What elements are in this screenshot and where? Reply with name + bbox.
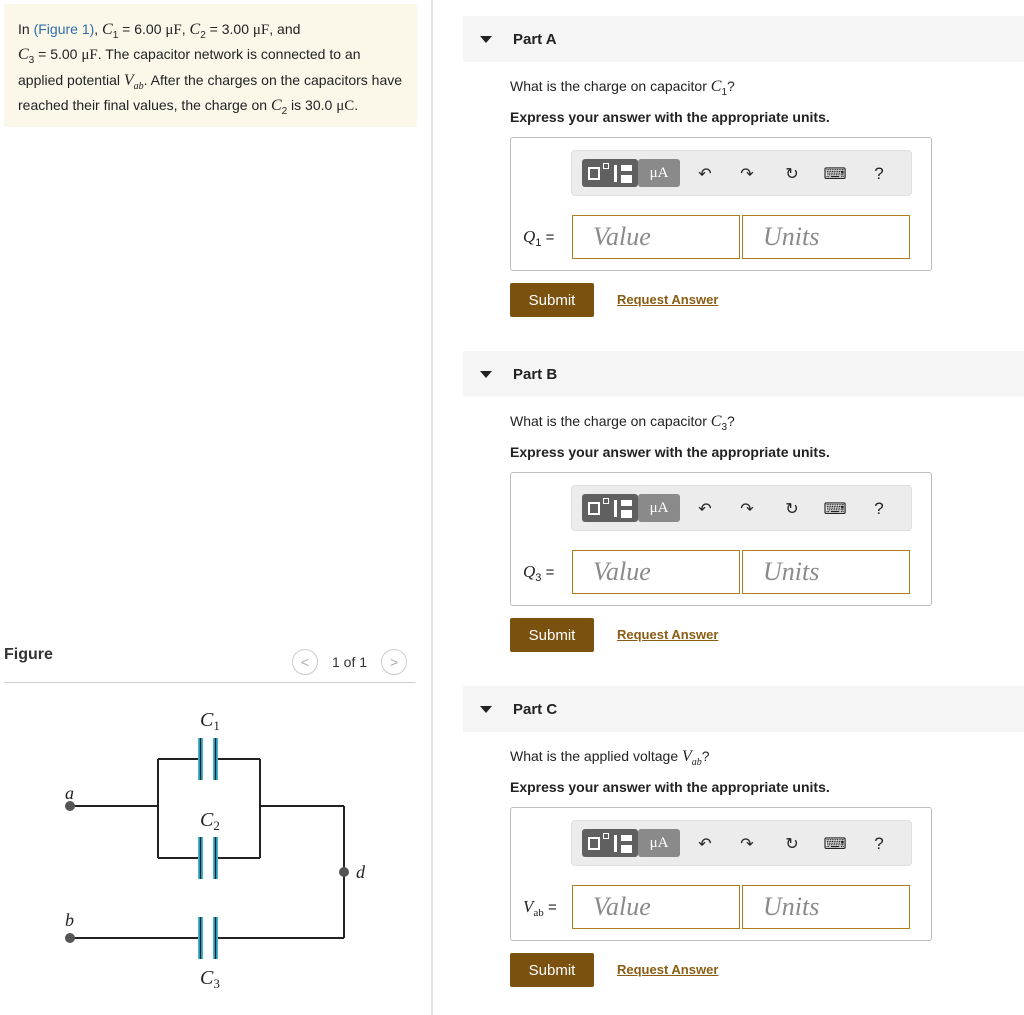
q-unit: μC bbox=[336, 97, 355, 114]
question-mark: ? bbox=[701, 748, 710, 764]
question-text: What is the applied voltage bbox=[510, 748, 682, 764]
templates-button[interactable] bbox=[582, 829, 638, 857]
question-text: What is the charge on capacitor bbox=[510, 78, 711, 94]
q-value: is 30.0 bbox=[287, 96, 337, 113]
terminal-d bbox=[339, 867, 349, 877]
vab-symbol: V bbox=[123, 71, 134, 89]
c3-symbol: C bbox=[18, 46, 29, 64]
figure-pagination bbox=[292, 648, 407, 676]
capacitor-c2 bbox=[198, 837, 218, 879]
question-subscript: 1 bbox=[721, 86, 728, 98]
question-symbol: C bbox=[710, 78, 722, 95]
caret-down-icon bbox=[480, 706, 492, 713]
redo-icon[interactable]: ↷ bbox=[740, 166, 754, 183]
answer-symbol: Q bbox=[523, 227, 536, 246]
figure-header: Figure bbox=[4, 646, 53, 663]
help-icon[interactable]: ? bbox=[874, 834, 884, 853]
answer-equals: = bbox=[541, 229, 555, 246]
capacitor-circuit-diagram bbox=[40, 698, 400, 998]
previous-figure-button[interactable] bbox=[292, 649, 318, 675]
end-period: . bbox=[354, 96, 359, 113]
label-c3: $C_3$ bbox=[200, 967, 220, 991]
label-b: b bbox=[65, 910, 74, 930]
answer-subscript: 3 bbox=[535, 572, 542, 584]
equation-toolbar bbox=[571, 820, 912, 866]
reset-icon[interactable]: ↻ bbox=[785, 836, 799, 853]
label-d: d bbox=[356, 862, 365, 882]
help-icon[interactable]: ? bbox=[874, 164, 884, 183]
c3-subscript: 3 bbox=[28, 55, 35, 67]
part-b-answer-box bbox=[510, 472, 932, 606]
vab-subscript: ab bbox=[133, 80, 144, 92]
sentence-2: . The capacitor network is connected to an applied potential bbox=[18, 46, 361, 88]
answer-symbol: Q bbox=[523, 562, 536, 581]
chevron-left-icon: < bbox=[300, 654, 310, 670]
question-subscript: 3 bbox=[721, 421, 728, 433]
problem-intro: In bbox=[18, 21, 34, 37]
part-c-answer-box bbox=[510, 807, 932, 941]
part-a-title: Part A bbox=[513, 30, 557, 48]
units-input[interactable] bbox=[742, 885, 910, 929]
figure-page-indicator: 1 of 1 bbox=[332, 654, 368, 670]
part-b-title: Part B bbox=[513, 365, 558, 383]
c2-value: = 3.00 bbox=[205, 21, 253, 37]
q-symbol: C bbox=[270, 96, 282, 114]
reset-icon[interactable]: ↻ bbox=[785, 166, 799, 183]
templates-button[interactable] bbox=[582, 494, 638, 522]
answer-subscript: ab bbox=[533, 907, 544, 919]
part-b-instruction: Express your answer with the appropriate units. bbox=[510, 444, 830, 460]
c1-symbol: C bbox=[102, 21, 113, 38]
units-input[interactable] bbox=[742, 215, 910, 259]
part-b-request-answer-link[interactable]: Request Answer bbox=[617, 627, 719, 642]
part-a-submit-button[interactable]: Submit bbox=[510, 283, 594, 317]
part-c-header[interactable] bbox=[463, 686, 1024, 732]
c2-symbol: C bbox=[189, 21, 201, 38]
answer-subscript: 1 bbox=[535, 237, 542, 249]
undo-icon[interactable]: ↶ bbox=[698, 501, 712, 518]
redo-icon[interactable]: ↷ bbox=[740, 836, 754, 853]
undo-icon[interactable]: ↶ bbox=[698, 166, 712, 183]
answer-equals: = bbox=[543, 899, 557, 916]
label-c1: $C_1$ bbox=[200, 709, 220, 733]
question-mark: ? bbox=[727, 413, 735, 429]
value-input[interactable] bbox=[572, 885, 740, 929]
c1-value: = 6.00 bbox=[118, 21, 166, 37]
c1-subscript: 1 bbox=[112, 29, 119, 41]
question-symbol: V bbox=[682, 748, 692, 765]
answer-label bbox=[523, 562, 554, 584]
caret-down-icon bbox=[480, 36, 492, 43]
terminal-b bbox=[65, 933, 75, 943]
question-symbol: C bbox=[710, 413, 722, 430]
question-subscript: ab bbox=[691, 756, 702, 768]
keyboard-icon[interactable]: ⌨ bbox=[823, 501, 847, 518]
units-button[interactable]: μA bbox=[638, 159, 680, 187]
units-button[interactable]: μA bbox=[638, 494, 680, 522]
answer-equals: = bbox=[541, 564, 555, 581]
part-a-answer-box bbox=[510, 137, 932, 271]
redo-icon[interactable]: ↷ bbox=[740, 501, 754, 518]
question-text: What is the charge on capacitor bbox=[510, 413, 711, 429]
part-b-submit-button[interactable]: Submit bbox=[510, 618, 594, 652]
answer-symbol: V bbox=[523, 897, 534, 916]
undo-icon[interactable]: ↶ bbox=[698, 836, 712, 853]
problem-statement: In (Figure 1), $C_1 = 6.00$ μF, $C_2 = 3.00$ μF, and $C_3 = 5.00$ μF. The capacitor network is connected to an applied potential $V_{ab}$. After the charges on the capacitors have reached their final values, the charge on $C_2$ is 30.0 μC. bbox=[4, 4, 417, 127]
part-c-request-answer-link[interactable]: Request Answer bbox=[617, 962, 719, 977]
part-a-request-answer-link[interactable]: Request Answer bbox=[617, 292, 719, 307]
figure-link[interactable]: (Figure 1) bbox=[33, 21, 95, 37]
label-c2: $C_2$ bbox=[200, 809, 220, 833]
keyboard-icon[interactable]: ⌨ bbox=[823, 166, 847, 183]
part-c-submit-button[interactable]: Submit bbox=[510, 953, 594, 987]
sentence-3: . After the charges on the capacitors have reached their final values, the charge on bbox=[18, 71, 403, 113]
next-figure-button[interactable] bbox=[381, 649, 407, 675]
part-b-header[interactable] bbox=[463, 351, 1024, 397]
part-a-instruction: Express your answer with the appropriate units. bbox=[510, 109, 830, 125]
equation-toolbar bbox=[571, 150, 912, 196]
value-input[interactable] bbox=[572, 550, 740, 594]
help-icon[interactable]: ? bbox=[874, 499, 884, 518]
reset-icon[interactable]: ↻ bbox=[785, 501, 799, 518]
units-input[interactable] bbox=[742, 550, 910, 594]
caret-down-icon bbox=[480, 371, 492, 378]
templates-button[interactable] bbox=[582, 159, 638, 187]
part-c-instruction: Express your answer with the appropriate units. bbox=[510, 779, 830, 795]
label-a: a bbox=[65, 783, 74, 803]
c1-unit: μF bbox=[165, 22, 182, 38]
q-subscript: 2 bbox=[281, 105, 288, 117]
part-a-header[interactable] bbox=[463, 16, 1024, 62]
c3-unit: μF bbox=[81, 47, 98, 64]
part-a-question bbox=[510, 78, 735, 98]
part-b-question bbox=[510, 413, 735, 433]
question-mark: ? bbox=[727, 78, 735, 94]
answer-label bbox=[523, 227, 554, 249]
keyboard-icon[interactable]: ⌨ bbox=[823, 836, 847, 853]
equation-toolbar bbox=[571, 485, 912, 531]
capacitor-c1 bbox=[198, 738, 218, 780]
circuit-wires bbox=[70, 759, 344, 938]
column-divider bbox=[431, 0, 433, 1015]
chevron-right-icon: > bbox=[389, 654, 399, 670]
part-c-question bbox=[510, 748, 710, 768]
value-input[interactable] bbox=[572, 215, 740, 259]
capacitor-c3 bbox=[198, 917, 218, 959]
figure-divider bbox=[4, 682, 415, 683]
c3-value: = 5.00 bbox=[34, 46, 82, 63]
part-c-title: Part C bbox=[513, 700, 558, 718]
units-button[interactable]: μA bbox=[638, 829, 680, 857]
and-text: , and bbox=[269, 21, 301, 37]
answer-label bbox=[523, 897, 557, 919]
c2-subscript: 2 bbox=[200, 29, 206, 41]
c2-unit: μF bbox=[252, 22, 270, 38]
